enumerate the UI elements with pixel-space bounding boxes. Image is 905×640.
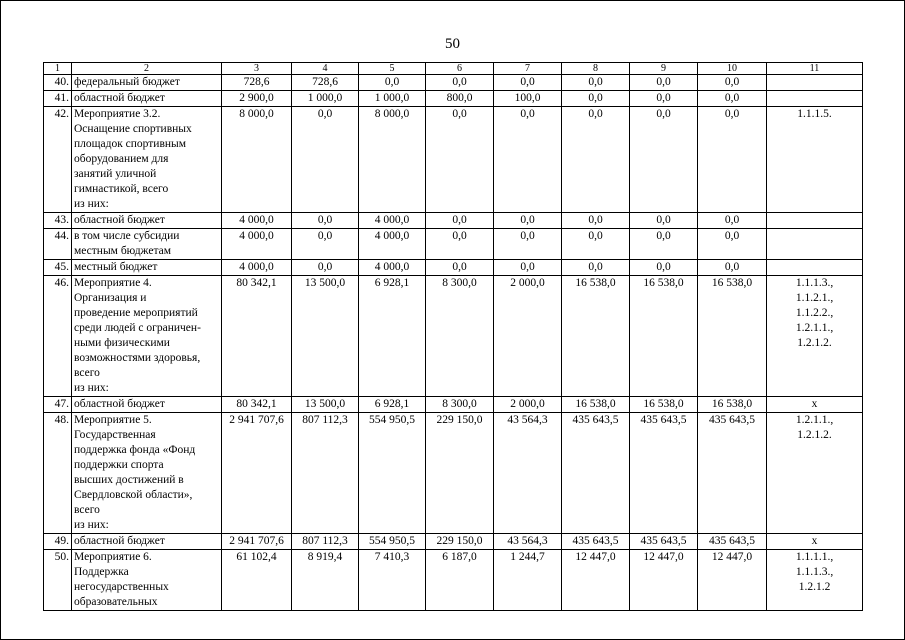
- amount-cell: 8 000,0: [359, 107, 426, 213]
- amount-cell: 61 102,4: [222, 550, 292, 611]
- description-line: Мероприятие 4.: [74, 277, 152, 289]
- target-reference: [767, 413, 863, 534]
- reference-line: x: [811, 398, 818, 410]
- description-line: гимнастикой, всего: [74, 183, 169, 195]
- row-description: [72, 229, 222, 260]
- amount-cell: 1 244,7: [494, 550, 562, 611]
- amount-cell: 0,0: [630, 91, 698, 107]
- description-line: Мероприятие 3.2.: [74, 108, 161, 120]
- table-row: [44, 550, 863, 611]
- table-row: [44, 276, 863, 397]
- column-number: 4: [292, 63, 359, 75]
- amount-cell: 100,0: [494, 91, 562, 107]
- row-index: 49.: [44, 534, 72, 550]
- reference-line: 1.1.1.3.,: [795, 566, 834, 578]
- amount-cell: 435 643,5: [698, 413, 767, 534]
- row-index: 50.: [44, 550, 72, 611]
- column-number: 11: [767, 63, 863, 75]
- column-number: 3: [222, 63, 292, 75]
- amount-cell: 435 643,5: [562, 413, 630, 534]
- amount-cell: 807 112,3: [292, 534, 359, 550]
- description-line: федеральный бюджет: [74, 76, 180, 88]
- description-line: среди людей с ограничен-: [74, 322, 201, 334]
- row-description: [72, 550, 222, 611]
- table-row: [44, 397, 863, 413]
- amount-cell: 2 900,0: [222, 91, 292, 107]
- amount-cell: 1 000,0: [292, 91, 359, 107]
- amount-cell: 0,0: [494, 260, 562, 276]
- reference-line: 1.1.2.2.,: [795, 307, 834, 319]
- reference-line: 1.2.1.2.: [797, 337, 832, 349]
- amount-cell: 0,0: [698, 107, 767, 213]
- description-line: поддержки спорта: [74, 459, 164, 471]
- description-line: Оснащение спортивных: [74, 123, 192, 135]
- amount-cell: 12 447,0: [562, 550, 630, 611]
- table-row: [44, 75, 863, 91]
- amount-cell: 0,0: [426, 260, 494, 276]
- amount-cell: 0,0: [494, 213, 562, 229]
- description-line: Государственная: [74, 429, 156, 441]
- amount-cell: 0,0: [562, 91, 630, 107]
- target-reference: [767, 91, 863, 107]
- row-description: [72, 75, 222, 91]
- table-row: [44, 107, 863, 213]
- amount-cell: 0,0: [426, 107, 494, 213]
- row-description: [72, 397, 222, 413]
- amount-cell: 80 342,1: [222, 276, 292, 397]
- column-number: 2: [72, 63, 222, 75]
- description-line: областной бюджет: [74, 214, 165, 226]
- table-row: [44, 534, 863, 550]
- reference-line: 1.1.1.1.,: [795, 551, 834, 563]
- amount-cell: 0,0: [562, 229, 630, 260]
- description-line: Поддержка: [74, 566, 129, 578]
- amount-cell: 4 000,0: [222, 260, 292, 276]
- amount-cell: 13 500,0: [292, 397, 359, 413]
- amount-cell: 8 919,4: [292, 550, 359, 611]
- table-row: [44, 413, 863, 534]
- target-reference: [767, 397, 863, 413]
- amount-cell: 0,0: [292, 260, 359, 276]
- header-row: [44, 63, 863, 75]
- table-row: [44, 229, 863, 260]
- amount-cell: 435 643,5: [630, 534, 698, 550]
- amount-cell: 0,0: [562, 107, 630, 213]
- amount-cell: 435 643,5: [698, 534, 767, 550]
- row-index: 43.: [44, 213, 72, 229]
- description-line: местным бюджетам: [74, 245, 171, 257]
- row-index: 44.: [44, 229, 72, 260]
- amount-cell: 6 928,1: [359, 397, 426, 413]
- amount-cell: 0,0: [359, 75, 426, 91]
- amount-cell: 0,0: [630, 75, 698, 91]
- description-line: местный бюджет: [74, 261, 158, 273]
- description-line: площадок спортивным: [74, 138, 187, 150]
- reference-line: x: [811, 535, 818, 547]
- amount-cell: 2 000,0: [494, 397, 562, 413]
- column-number: 10: [698, 63, 767, 75]
- amount-cell: 0,0: [630, 260, 698, 276]
- amount-cell: 4 000,0: [359, 229, 426, 260]
- description-line: из них:: [74, 382, 109, 394]
- amount-cell: 6 187,0: [426, 550, 494, 611]
- row-description: [72, 534, 222, 550]
- amount-cell: 2 000,0: [494, 276, 562, 397]
- amount-cell: 13 500,0: [292, 276, 359, 397]
- amount-cell: 229 150,0: [426, 534, 494, 550]
- amount-cell: 8 300,0: [426, 397, 494, 413]
- amount-cell: 0,0: [698, 229, 767, 260]
- description-line: из них:: [74, 198, 109, 210]
- description-line: областной бюджет: [74, 535, 165, 547]
- amount-cell: 0,0: [426, 229, 494, 260]
- amount-cell: 807 112,3: [292, 413, 359, 534]
- amount-cell: 0,0: [630, 229, 698, 260]
- amount-cell: 0,0: [494, 229, 562, 260]
- column-number: 5: [359, 63, 426, 75]
- table-row: [44, 91, 863, 107]
- target-reference: [767, 550, 863, 611]
- row-description: [72, 213, 222, 229]
- description-line: из них:: [74, 519, 109, 531]
- reference-line: 1.1.1.5.: [797, 108, 832, 120]
- row-description: [72, 260, 222, 276]
- description-line: поддержка фонда «Фонд: [74, 444, 196, 456]
- amount-cell: 2 941 707,6: [222, 534, 292, 550]
- budget-table: [43, 62, 863, 611]
- amount-cell: 7 410,3: [359, 550, 426, 611]
- amount-cell: 229 150,0: [426, 413, 494, 534]
- amount-cell: 800,0: [426, 91, 494, 107]
- description-line: Мероприятие 5.: [74, 414, 152, 426]
- description-line: возможностями здоровья,: [74, 352, 201, 364]
- amount-cell: 2 941 707,6: [222, 413, 292, 534]
- amount-cell: 12 447,0: [698, 550, 767, 611]
- target-reference: [767, 75, 863, 91]
- table-row: [44, 260, 863, 276]
- amount-cell: 16 538,0: [630, 276, 698, 397]
- row-index: 47.: [44, 397, 72, 413]
- amount-cell: 435 643,5: [630, 413, 698, 534]
- amount-cell: 16 538,0: [698, 397, 767, 413]
- amount-cell: 0,0: [630, 107, 698, 213]
- target-reference: [767, 534, 863, 550]
- target-reference: [767, 213, 863, 229]
- target-reference: [767, 229, 863, 260]
- target-reference: [767, 276, 863, 397]
- reference-line: 1.2.1.1.,: [795, 322, 834, 334]
- amount-cell: 0,0: [292, 229, 359, 260]
- description-line: всего: [74, 367, 100, 379]
- amount-cell: 554 950,5: [359, 534, 426, 550]
- amount-cell: 0,0: [562, 213, 630, 229]
- description-line: Организация и: [74, 292, 147, 304]
- row-description: [72, 413, 222, 534]
- amount-cell: 6 928,1: [359, 276, 426, 397]
- description-line: областной бюджет: [74, 398, 165, 410]
- amount-cell: 43 564,3: [494, 413, 562, 534]
- description-line: образовательных: [74, 596, 158, 608]
- description-line: проведение мероприятий: [74, 307, 198, 319]
- row-description: [72, 107, 222, 213]
- amount-cell: 435 643,5: [562, 534, 630, 550]
- description-line: всего: [74, 504, 100, 516]
- amount-cell: 80 342,1: [222, 397, 292, 413]
- column-number: 8: [562, 63, 630, 75]
- reference-line: 1.2.1.2: [798, 581, 831, 593]
- amount-cell: 16 538,0: [698, 276, 767, 397]
- reference-line: 1.2.1.1.,: [795, 414, 834, 426]
- amount-cell: 0,0: [426, 213, 494, 229]
- reference-line: 1.2.1.2.: [797, 429, 832, 441]
- description-line: областной бюджет: [74, 92, 165, 104]
- amount-cell: 0,0: [698, 260, 767, 276]
- description-line: ными физическими: [74, 337, 170, 349]
- amount-cell: 0,0: [494, 107, 562, 213]
- amount-cell: 0,0: [562, 260, 630, 276]
- table-row: [44, 213, 863, 229]
- description-line: занятий уличной: [74, 168, 157, 180]
- row-index: 42.: [44, 107, 72, 213]
- row-index: 46.: [44, 276, 72, 397]
- description-line: Свердловской области»,: [74, 489, 193, 501]
- description-line: в том числе субсидии: [74, 230, 180, 242]
- amount-cell: 1 000,0: [359, 91, 426, 107]
- amount-cell: 0,0: [698, 75, 767, 91]
- description-line: высших достижений в: [74, 474, 184, 486]
- amount-cell: 16 538,0: [562, 276, 630, 397]
- target-reference: [767, 260, 863, 276]
- row-description: [72, 276, 222, 397]
- amount-cell: 4 000,0: [222, 229, 292, 260]
- amount-cell: 554 950,5: [359, 413, 426, 534]
- column-number: 1: [44, 63, 72, 75]
- page-number: 50: [445, 36, 460, 52]
- amount-cell: 0,0: [698, 91, 767, 107]
- amount-cell: 4 000,0: [359, 213, 426, 229]
- amount-cell: 8 300,0: [426, 276, 494, 397]
- amount-cell: 8 000,0: [222, 107, 292, 213]
- reference-line: 1.1.2.1.,: [795, 292, 834, 304]
- amount-cell: 0,0: [292, 107, 359, 213]
- column-number: 7: [494, 63, 562, 75]
- reference-line: 1.1.1.3.,: [795, 277, 834, 289]
- row-index: 40.: [44, 75, 72, 91]
- description-line: негосударственных: [74, 581, 169, 593]
- amount-cell: 728,6: [292, 75, 359, 91]
- amount-cell: 43 564,3: [494, 534, 562, 550]
- amount-cell: 0,0: [426, 75, 494, 91]
- row-index: 45.: [44, 260, 72, 276]
- target-reference: [767, 107, 863, 213]
- amount-cell: 728,6: [222, 75, 292, 91]
- amount-cell: 16 538,0: [630, 397, 698, 413]
- amount-cell: 0,0: [562, 75, 630, 91]
- row-description: [72, 91, 222, 107]
- description-line: Мероприятие 6.: [74, 551, 152, 563]
- amount-cell: 16 538,0: [562, 397, 630, 413]
- amount-cell: 0,0: [698, 213, 767, 229]
- amount-cell: 0,0: [630, 213, 698, 229]
- amount-cell: 0,0: [494, 75, 562, 91]
- amount-cell: 4 000,0: [222, 213, 292, 229]
- row-index: 48.: [44, 413, 72, 534]
- column-number: 6: [426, 63, 494, 75]
- amount-cell: 12 447,0: [630, 550, 698, 611]
- description-line: оборудованием для: [74, 153, 169, 165]
- column-number: 9: [630, 63, 698, 75]
- amount-cell: 0,0: [292, 213, 359, 229]
- row-index: 41.: [44, 91, 72, 107]
- amount-cell: 4 000,0: [359, 260, 426, 276]
